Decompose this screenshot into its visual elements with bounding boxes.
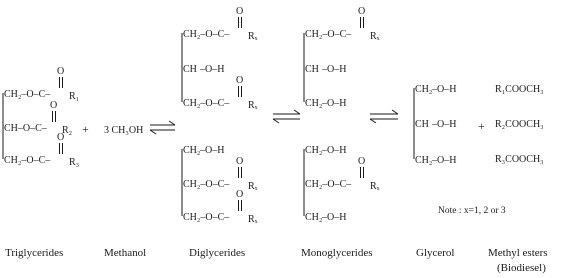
caption-triglycerides: Triglycerides xyxy=(5,247,64,259)
monoglyceride-bottom-row2-chain: CH₂–O–C– xyxy=(305,179,352,190)
monoglyceride-bottom-row1-oh: –O–H xyxy=(322,145,347,156)
equilibrium-arrow-1 xyxy=(150,121,175,134)
equilibrium-arrow-2 xyxy=(273,110,300,123)
diglyceride-bottom-rx3: Rₓ xyxy=(248,214,258,225)
diglyceride-top-row2-oh: –O–H xyxy=(200,64,225,75)
triglyceride-structure xyxy=(3,66,79,168)
note-text: Note : x=1, 2 or 3 xyxy=(438,206,506,216)
monoglyceride-top-row3-oh: –O–H xyxy=(322,98,347,109)
monoglyceride-bottom-row3-oh: –O–H xyxy=(322,212,347,223)
methyl-ester-3: R₃COOCH₃ xyxy=(495,154,544,165)
monoglyceride-bottom-carbonyl2-o: O xyxy=(358,156,366,167)
monoglyceride-top-row2-oh: –O–H xyxy=(322,64,347,75)
triglyceride-r2: R₂ xyxy=(62,125,73,136)
monoglyceride-bottom-rx2: Rₓ xyxy=(370,181,380,192)
methyl-esters-structure xyxy=(495,84,544,165)
diglyceride-bottom-structure xyxy=(182,145,258,225)
methanol-formula: 3 CH₃OH xyxy=(104,125,144,136)
monoglyceride-top-row3-ch2: CH₂ xyxy=(305,98,323,109)
monoglyceride-top-structure xyxy=(304,6,380,109)
diglyceride-top-row2-ch: CH xyxy=(183,64,197,75)
diglyceride-bottom-row1-oh: –O–H xyxy=(200,145,225,156)
monoglyceride-top-rx1: Rₓ xyxy=(370,31,380,42)
triglyceride-carbonyl2-o: O xyxy=(50,100,58,111)
diglyceride-top-structure xyxy=(182,6,258,111)
monoglyceride-top-row1-chain: CH₂–O–C– xyxy=(305,29,352,40)
triglyceride-carbonyl1-o: O xyxy=(57,66,65,77)
diglyceride-bottom-row3-chain: CH₂–O–C– xyxy=(183,212,230,223)
diglyceride-bottom-rx2: Rₓ xyxy=(248,181,258,192)
caption-diglycerides: Diglycerides xyxy=(189,247,246,259)
monoglyceride-top-carbonyl1-o: O xyxy=(358,6,366,17)
glycerol-row2-ch: CH xyxy=(415,119,429,130)
glycerol-row1-ch2: CH₂ xyxy=(415,84,433,95)
caption-biodiesel: (Biodiesel) xyxy=(497,262,546,274)
triglyceride-r3: R₃ xyxy=(69,157,80,168)
diglyceride-bottom-carbonyl3-o: O xyxy=(236,189,244,200)
diglyceride-bottom-row1-ch2: CH₂ xyxy=(183,145,201,156)
triglyceride-r1: R₁ xyxy=(69,91,80,102)
glycerol-row3-oh: –O–H xyxy=(432,155,457,166)
diglyceride-top-rx3: Rₓ xyxy=(248,100,258,111)
diglyceride-top-rx1: Rₓ xyxy=(248,31,258,42)
monoglyceride-bottom-row3-ch2: CH₂ xyxy=(305,212,323,223)
diglyceride-top-carbonyl3-o: O xyxy=(236,75,244,86)
equilibrium-arrow-3 xyxy=(370,110,398,123)
glycerol-row3-ch2: CH₂ xyxy=(415,155,433,166)
monoglyceride-top-row2-ch: CH xyxy=(305,64,319,75)
glycerol-structure xyxy=(414,84,456,166)
methyl-ester-2: R₂COOCH₃ xyxy=(495,119,544,130)
caption-methanol: Methanol xyxy=(104,247,147,259)
plus-sign-2: + xyxy=(478,119,485,133)
diglyceride-top-row3-chain: CH₂–O–C– xyxy=(183,98,230,109)
triglyceride-carbonyl3-o: O xyxy=(57,132,65,143)
triglyceride-row3-chain: CH₂–O–C– xyxy=(4,155,51,166)
diglyceride-bottom-row2-chain: CH₂–O–C– xyxy=(183,179,230,190)
glycerol-row2-oh: –O–H xyxy=(432,119,457,130)
glycerol-row1-oh: –O–H xyxy=(432,84,457,95)
caption-monoglycerides: Monoglycerides xyxy=(301,247,373,259)
monoglyceride-bottom-row1-ch2: CH₂ xyxy=(305,145,323,156)
caption-glycerol: Glycerol xyxy=(416,247,455,259)
triglyceride-row1-chain: CH₂–O–C– xyxy=(4,89,51,100)
methyl-ester-1: R₁COOCH₃ xyxy=(495,84,544,95)
monoglyceride-bottom-structure xyxy=(304,145,380,223)
triglyceride-row2-chain: CH–O–C– xyxy=(4,123,47,134)
caption-methyl-esters: Methyl esters xyxy=(488,247,548,259)
diglyceride-bottom-carbonyl2-o: O xyxy=(236,156,244,167)
diglyceride-top-row1-chain: CH₂–O–C– xyxy=(183,29,230,40)
plus-sign-1: + xyxy=(82,122,89,136)
diglyceride-top-carbonyl1-o: O xyxy=(236,6,244,17)
